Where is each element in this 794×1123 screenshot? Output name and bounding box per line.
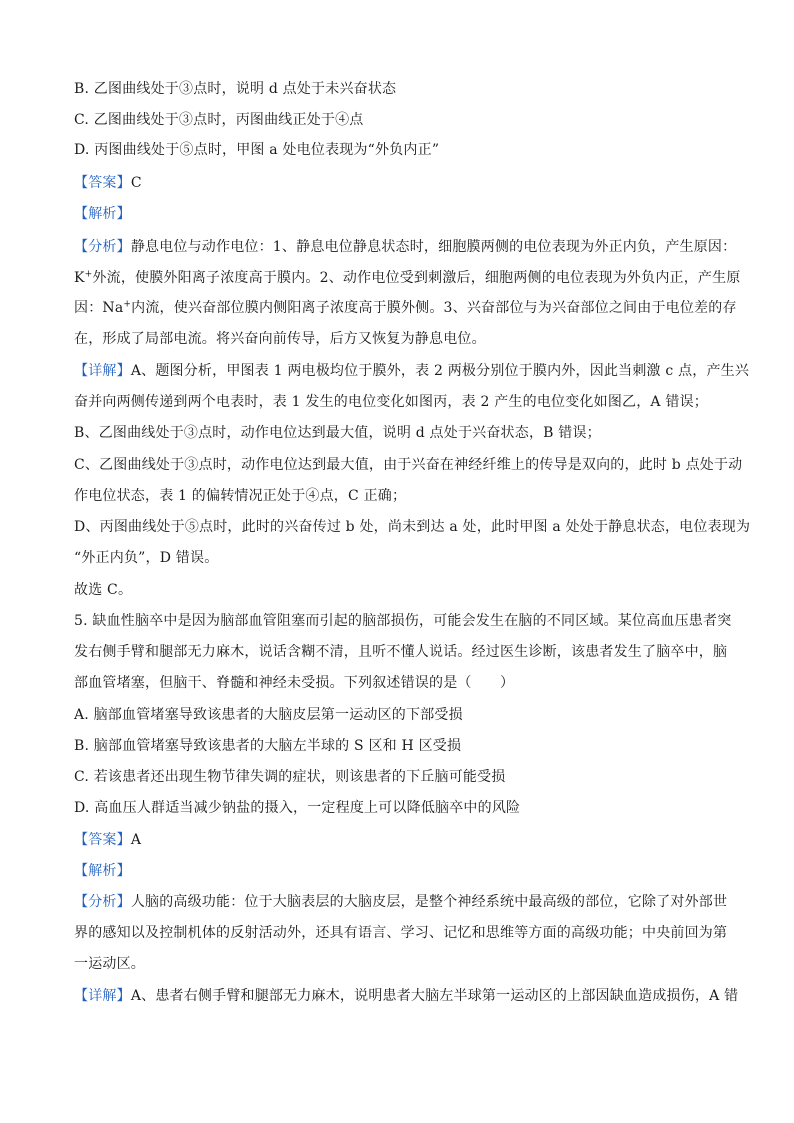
q5-analysis-heading [74,861,724,881]
ion-charge: + [84,269,93,280]
q4-xiangjie-line-3: B、乙图曲线处于③点时，动作电位达到最大值，说明 d 点处于兴奋状态，B 错误； [74,425,601,441]
q4-option-b: B. 乙图曲线处于③点时，说明 d 点处于未兴奋状态 [74,81,397,97]
answer-value: C [130,175,142,191]
q4-fenxi-line-3 [74,298,737,318]
q5-xiangjie-line-1 [74,986,739,1006]
q5-fenxi-line-1 [74,892,728,912]
q4-answer [74,173,724,193]
q4-xiangjie-line-5: 作电位状态，表 1 的偏转情况正处于④点，C 正确； [74,488,407,504]
xiangjie-tag: 【详解】 [74,363,131,379]
xiangjie-text: A、题图分析，甲图表 1 两电极均位于膜外，表 2 两极分别位于膜内外，因此当刺激 c 点，产生兴 [130,363,750,379]
answer-tag: 【答案】 [74,832,131,848]
ion-charge: + [123,299,132,310]
analysis-tag: 【解析】 [74,863,131,879]
q4-xiangjie-line-1 [74,361,750,381]
q5-option-a: A. 脑部血管堵塞导致该患者的大脑皮层第一运动区的下部受损 [74,707,463,723]
q4-analysis-heading [74,204,724,224]
q5-stem-line-3: 部血管堵塞，但脑干、脊髓和神经未受损。下列叙述错误的是（ ） [74,675,515,691]
q5-answer [74,830,724,850]
q4-fenxi-line-1 [74,237,737,257]
xiangjie-text: A、患者右侧手臂和腿部无力麻木，说明患者大脑左半球第一运动区的上部因缺血造成损伤，A 错 [130,988,739,1004]
q5-stem-line-2: 发右侧手臂和腿部无力麻木，说话含糊不清，且听不懂人说话。经过医生诊断，该患者发生了脑卒中，脑 [74,644,728,660]
fenxi-text: 内流，使兴奋部位膜内侧阳离子浓度高于膜外侧。3、兴奋部位与为兴奋部位之间由于电位差的存 [131,300,737,316]
q5-fenxi-line-2: 界的感知以及控制机体的反射活动外，还具有语言、学习、记忆和思维等方面的高级功能；中央前回为第 [74,925,728,941]
fenxi-text: 静息电位与动作电位：1、静息电位静息状态时，细胞膜两侧的电位表现为外正内负，产生原因： [130,239,737,255]
q4-xiangjie-line-6: D、丙图曲线处于⑤点时，此时的兴奋传过 b 处，尚未到达 a 处，此时甲图 a 处处于静息状态，电位表现为 [74,519,751,535]
q5-fenxi-line-3: 一运动区。 [74,956,145,972]
analysis-tag: 【解析】 [74,206,131,222]
q4-fenxi-line-2 [74,268,741,288]
potassium-symbol: K [74,270,85,286]
q4-conclusion: 故选 C。 [74,582,133,598]
xiangjie-tag: 【详解】 [74,988,131,1004]
answer-tag: 【答案】 [74,175,131,191]
q4-xiangjie-line-2: 奋并向两侧传递到两个电表时，表 1 发生的电位变化如图丙，表 2 产生的电位变化如图乙，A 错误； [74,394,708,410]
q4-xiangjie-line-4: C、乙图曲线处于③点时，动作电位达到最大值，由于兴奋在神经纤维上的传导是双向的，此时 b 点处于动 [74,457,743,473]
fenxi-text: 外流，使膜外阳离子浓度高于膜内。2、动作电位受到刺激后，细胞两侧的电位表现为外负内正，产生原 [92,270,741,286]
fenxi-tag: 【分析】 [74,239,131,255]
answer-value: A [130,832,142,848]
q4-xiangjie-line-7: “外正内负”，D 错误。 [74,550,219,566]
fenxi-tag: 【分析】 [74,894,131,910]
q5-stem-line-1: 5. 缺血性脑卒中是因为脑部血管阻塞而引起的脑部损伤，可能会发生在脑的不同区域。某位高血压患者突 [74,613,732,629]
fenxi-text: 因：Na [74,300,124,316]
q4-option-c: C. 乙图曲线处于③点时，丙图曲线正处于④点 [74,112,364,128]
q4-fenxi-line-4: 在，形成了局部电流。将兴奋向前传导，后方又恢复为静息电位。 [74,331,486,347]
q5-option-d: D. 高血压人群适当减少钠盐的摄入，一定程度上可以降低脑卒中的风险 [74,800,521,816]
fenxi-text: 人脑的高级功能：位于大脑表层的大脑皮层，是整个神经系统中最高级的部位，它除了对外部世 [130,894,728,910]
q4-option-d: D. 丙图曲线处于⑤点时，甲图 a 处电位表现为“外负内正” [74,142,440,158]
q5-option-b: B. 脑部血管堵塞导致该患者的大脑左半球的 S 区和 H 区受损 [74,738,462,754]
q5-option-c: C. 若该患者还出现生物节律失调的症状，则该患者的下丘脑可能受损 [74,769,506,785]
